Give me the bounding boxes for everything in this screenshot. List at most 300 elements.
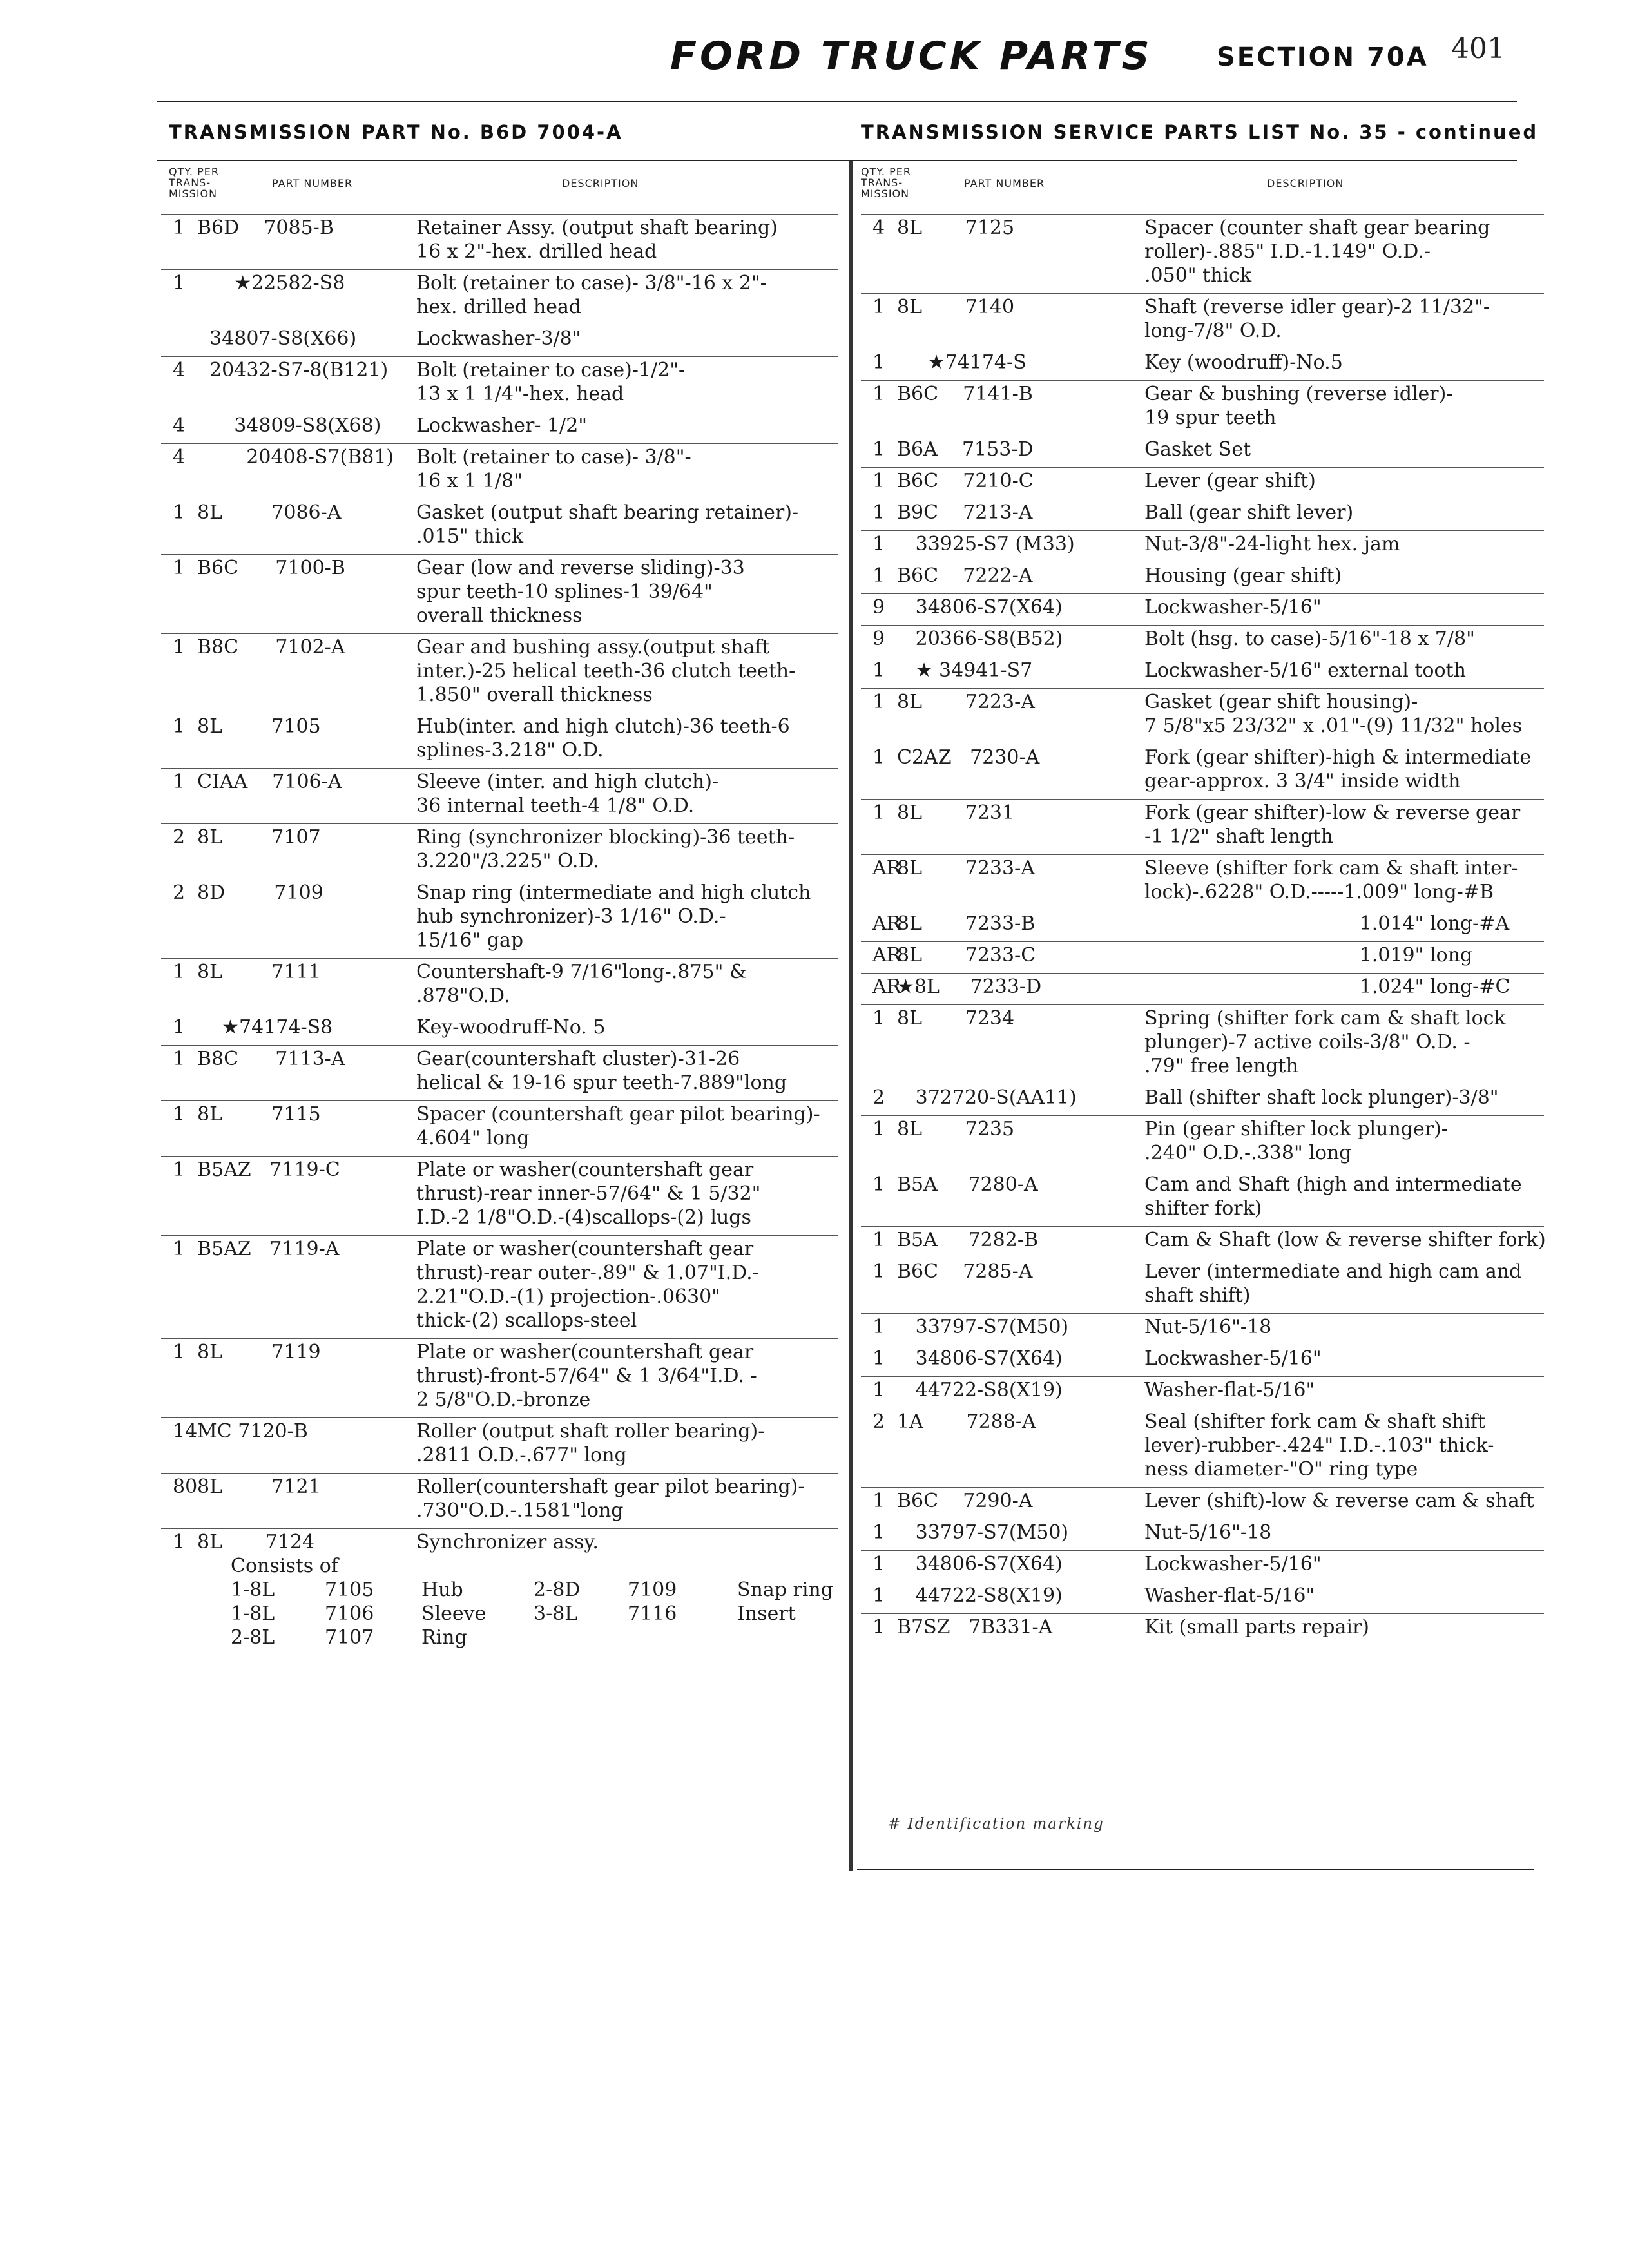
part-number-cell: 33797-S7(M50) (897, 1316, 1069, 1338)
row-line (161, 216, 838, 240)
part-number-cell (197, 1285, 416, 1309)
table-row (161, 1156, 838, 1235)
qty-cell: 1 (872, 1316, 885, 1338)
description-cell: I.D.-2 1/8"O.D.-(4)scallops-(2) lugs (416, 1206, 751, 1229)
row-line (861, 801, 1544, 825)
part-number-cell (197, 905, 416, 928)
part-number-cell (197, 469, 416, 493)
row-line (861, 769, 1544, 793)
row-line (161, 928, 838, 952)
table-row (161, 1045, 838, 1100)
part-number-cell: B6C 7100-B (197, 557, 345, 579)
qty-cell: 1 (173, 1341, 186, 1363)
row-line (161, 905, 838, 928)
row-line (161, 414, 838, 437)
qty-cell (861, 1054, 897, 1078)
description-cell: Bolt (retainer to case)- 3/8"- (416, 446, 691, 468)
consists-row (161, 1578, 838, 1602)
qty-cell: 1 (173, 715, 186, 738)
qty-cell (161, 524, 197, 548)
description-cell: Ball (gear shift lever) (1144, 501, 1354, 524)
description-cell: hub synchronizer)-3 1/16" O.D.- (416, 905, 726, 928)
part-number-cell: 8L 7231 (897, 802, 1015, 824)
table-row (861, 380, 1544, 436)
row-line (861, 825, 1544, 849)
part-number-cell: 20366-S8(B52) (897, 628, 1063, 650)
part-number-cell: 8L 7121 (197, 1475, 321, 1498)
description-cell: thrust)-front-57/64" & 1 3/64"I.D. - (416, 1365, 757, 1387)
qty-cell (161, 1071, 197, 1095)
description-cell: -1 1/2" shaft length (1144, 825, 1333, 848)
table-row (861, 854, 1544, 910)
table-row (861, 1115, 1544, 1171)
description-cell: Gasket (output shaft bearing retainer)- (416, 501, 799, 524)
qty-cell (161, 1126, 197, 1150)
part-number-cell (197, 794, 416, 818)
description-cell: shaft shift) (1144, 1284, 1251, 1307)
row-line (161, 794, 838, 818)
row-line (861, 912, 1544, 936)
part-number-cell: 34807-S8(X66) (197, 327, 357, 350)
part-number-cell (197, 382, 416, 406)
row-line (161, 524, 838, 548)
description-cell: overall thickness (416, 604, 583, 627)
part-number-cell (197, 928, 416, 952)
description-cell: Cam & Shaft (low & reverse shifter fork) (1144, 1229, 1546, 1251)
qty-heading: QTY. PER TRANS- MISSION (861, 166, 911, 200)
consists-cell: 7109 (628, 1579, 677, 1601)
qty-cell (861, 1030, 897, 1054)
description-cell: Pin (gear shifter lock plunger)- (1144, 1118, 1448, 1140)
qty-cell: 1 (872, 1347, 885, 1370)
part-number-cell: B5A 7282-B (897, 1229, 1039, 1251)
row-line (861, 295, 1544, 319)
qty-cell: 1 (872, 438, 885, 461)
consists-cell: 1-8L (231, 1579, 275, 1601)
table-row (861, 1550, 1544, 1582)
qty-cell: 1 (872, 1584, 885, 1607)
part-number-cell (897, 1457, 1144, 1481)
part-number-cell (197, 1126, 416, 1150)
part-number-cell: 33925-S7 (M33) (897, 533, 1075, 555)
part-number-cell: 8L 7234 (897, 1007, 1015, 1030)
part-number-cell: 8L 7233-B (897, 912, 1036, 935)
qty-cell: 9 (872, 596, 885, 619)
description-cell: Washer-flat-5/16" (1144, 1584, 1315, 1607)
part-number-cell: 33797-S7(M50) (897, 1521, 1069, 1544)
part-number-cell: 8L 7140 (897, 296, 1015, 318)
description-cell: Housing (gear shift) (1144, 564, 1342, 587)
part-number-cell: 8L 7233-A (897, 857, 1035, 879)
description-cell: Bolt (retainer to case)- 3/8"-16 x 2"- (416, 272, 767, 294)
row-line (161, 556, 838, 580)
qty-cell: 4 (173, 414, 186, 437)
description-cell: Lever (gear shift) (1144, 470, 1316, 492)
part-number-cell (197, 1388, 416, 1412)
description-cell: Hub(inter. and high clutch)-36 teeth-6 (416, 715, 790, 738)
table-row (861, 910, 1544, 941)
row-line (161, 1340, 838, 1364)
part-number-cell: 8L 7105 (197, 715, 321, 738)
table-row (161, 1235, 838, 1338)
qty-cell: 1 (173, 1238, 186, 1260)
table-row (861, 799, 1544, 854)
part-number-heading: PART NUMBER (964, 177, 1045, 189)
row-line (861, 469, 1544, 493)
row-line (861, 1315, 1544, 1339)
description-cell: Lockwasher-5/16" (1144, 596, 1322, 619)
qty-heading: QTY. PER TRANS- MISSION (169, 166, 219, 200)
qty-cell: 4 (872, 216, 885, 239)
consists-cell: 7116 (628, 1602, 677, 1625)
consists-cell (737, 1626, 840, 1649)
part-number-cell (897, 769, 1144, 793)
description-cell: 3.220"/3.225" O.D. (416, 850, 599, 872)
qty-cell: 2 (872, 1410, 885, 1433)
part-number-cell (197, 1182, 416, 1206)
part-number-cell: 8L 7124 (197, 1531, 315, 1553)
qty-cell: 1 (872, 1007, 885, 1030)
qty-cell (861, 406, 897, 430)
header-rule (157, 101, 1517, 102)
part-number-cell (197, 659, 416, 683)
part-number-cell: 34806-S7(X64) (897, 1553, 1063, 1575)
description-cell: shifter fork) (1144, 1197, 1262, 1220)
part-number-cell (897, 1030, 1144, 1054)
description-cell: Countershaft-9 7/16"long-.875" & (416, 961, 747, 983)
description-cell: gear-approx. 3 3/4" inside width (1144, 770, 1461, 793)
qty-cell: 1 (872, 1490, 885, 1512)
table-row (161, 269, 838, 325)
row-line (861, 745, 1544, 769)
row-line (861, 880, 1544, 904)
row-line (161, 1047, 838, 1071)
qty-cell: 1 (173, 771, 186, 793)
row-line (161, 382, 838, 406)
description-cell: 2.21"O.D.-(1) projection-.0630" (416, 1285, 720, 1308)
description-cell: Plate or washer(countershaft gear (416, 1238, 754, 1260)
part-number-cell: 34806-S7(X64) (897, 1347, 1063, 1370)
row-line (861, 1030, 1544, 1054)
qty-cell (161, 905, 197, 928)
qty-cell (161, 1261, 197, 1285)
table-row (861, 530, 1544, 562)
qty-cell (161, 240, 197, 264)
qty-cell: 1 (173, 636, 186, 658)
part-number-cell (197, 524, 416, 548)
part-number-cell: C2AZ 7230-A (897, 746, 1040, 769)
row-line (861, 627, 1544, 651)
description-cell: Roller(countershaft gear pilot bearing)- (416, 1475, 805, 1498)
description-cell: Plate or washer(countershaft gear (416, 1341, 754, 1363)
part-number-cell: B6C 7222-A (897, 564, 1033, 587)
table-row (161, 958, 838, 1014)
row-line (161, 1261, 838, 1285)
part-number-cell: B6C 7210-C (897, 470, 1034, 492)
page-title: FORD TRUCK PARTS (670, 34, 1153, 79)
description-cell: long-7/8" O.D. (1144, 320, 1282, 342)
description-cell: Kit (small parts repair) (1144, 1616, 1369, 1639)
table-row (161, 499, 838, 554)
table-row (161, 412, 838, 443)
qty-cell: 2 (872, 1086, 885, 1109)
table-row (861, 1613, 1544, 1645)
description-cell: thick-(2) scallops-steel (416, 1309, 637, 1332)
table-row (861, 941, 1544, 973)
right-column-title: TRANSMISSION SERVICE PARTS LIST No. 35 - continued (861, 121, 1539, 143)
description-cell: Spring (shifter fork cam & shaft lock (1144, 1007, 1506, 1030)
qty-cell: 1 (872, 351, 885, 374)
consists-cell: Ring (421, 1626, 467, 1649)
part-number-cell: 44722-S8(X19) (897, 1584, 1063, 1607)
description-cell: Nut-5/16"-18 (1144, 1316, 1272, 1338)
part-number-cell: B8C 7113-A (197, 1048, 345, 1070)
row-line (861, 1347, 1544, 1370)
qty-cell: 1 (872, 1229, 885, 1251)
part-number-cell (197, 1499, 416, 1523)
qty-cell: 1 (872, 691, 885, 713)
description-cell: Fork (gear shifter)-low & reverse gear (1144, 802, 1521, 824)
row-line (861, 1584, 1544, 1608)
description-cell: Lockwasher-3/8" (416, 327, 581, 350)
row-line (861, 1054, 1544, 1078)
description-cell: Shaft (reverse idler gear)-2 11/32"- (1144, 296, 1490, 318)
row-line (861, 975, 1544, 999)
qty-cell (161, 327, 197, 351)
part-number-cell: ★22582-S8 (197, 272, 345, 294)
qty-cell: AR (872, 857, 901, 879)
row-line (861, 437, 1544, 461)
table-row (861, 1345, 1544, 1376)
part-number-cell (197, 1443, 416, 1467)
description-cell: .050" thick (1144, 264, 1252, 287)
description-cell: thrust)-rear outer-.89" & 1.07"I.D.- (416, 1262, 759, 1284)
table-row (861, 1258, 1544, 1313)
row-line (161, 1388, 838, 1412)
consists-cell: Snap ring (737, 1579, 833, 1601)
qty-cell: 9 (872, 628, 885, 650)
row-line (161, 1443, 838, 1467)
row-line (161, 1499, 838, 1523)
description-cell: 13 x 1 1/4"-hex. head (416, 383, 624, 405)
left-column-title: TRANSMISSION PART No. B6D 7004-A (169, 121, 623, 143)
description-cell: Sleeve (inter. and high clutch)- (416, 771, 719, 793)
part-number-cell (197, 849, 416, 873)
row-line (161, 1206, 838, 1229)
description-heading: DESCRIPTION (562, 177, 639, 189)
part-number-cell: B6A 7153-D (897, 438, 1034, 461)
part-number-cell: 8L 7107 (197, 826, 321, 849)
table-row (861, 625, 1544, 657)
part-number-cell: 8D 7109 (197, 881, 323, 904)
part-number-cell (197, 240, 416, 264)
part-number-cell: ★ 34941-S7 (897, 659, 1033, 682)
part-number-cell: B6D 7085-B (197, 216, 334, 239)
qty-cell: 1 (173, 216, 186, 239)
table-row (861, 1171, 1544, 1226)
qty-cell (161, 382, 197, 406)
row-line (861, 690, 1544, 714)
table-row (161, 1473, 838, 1528)
table-row (861, 593, 1544, 625)
part-number-heading: PART NUMBER (272, 177, 353, 189)
qty-cell: 1 (173, 1531, 186, 1553)
table-row (861, 688, 1544, 744)
qty-cell: 1 (872, 296, 885, 318)
qty-cell (161, 295, 197, 319)
right-parts-list (861, 214, 1544, 1645)
consists-cell: 1-8L (231, 1602, 275, 1625)
part-number-cell (897, 714, 1144, 738)
qty-cell: 1 (872, 659, 885, 682)
row-line (861, 856, 1544, 880)
table-row (161, 1338, 838, 1418)
description-cell: Seal (shifter fork cam & shaft shift (1144, 1410, 1486, 1433)
description-cell: Bolt (retainer to case)-1/2"- (416, 359, 686, 381)
row-line (861, 1457, 1544, 1481)
row-line (861, 1006, 1544, 1030)
qty-cell: 1 (872, 746, 885, 769)
row-line (161, 358, 838, 382)
title-rule (157, 160, 1517, 161)
description-cell: ness diameter-"O" ring type (1144, 1458, 1418, 1481)
description-cell: 16 x 2"-hex. drilled head (416, 240, 657, 263)
part-number-cell (197, 738, 416, 762)
description-cell: Lockwasher-5/16" external tooth (1144, 659, 1466, 682)
part-number-cell (897, 880, 1144, 904)
row-line (161, 1015, 838, 1039)
part-number-cell (897, 240, 1144, 264)
part-number-cell (197, 683, 416, 707)
description-cell: Lockwasher- 1/2" (416, 414, 588, 437)
row-line (161, 469, 838, 493)
qty-cell (161, 1364, 197, 1388)
row-line (161, 1126, 838, 1150)
row-line (161, 715, 838, 738)
table-row (861, 293, 1544, 349)
description-cell: 1.850" overall thickness (416, 684, 653, 706)
row-line (161, 635, 838, 659)
description-cell: 16 x 1 1/8" (416, 470, 523, 492)
table-row (861, 1226, 1544, 1258)
consists-cell: 2-8L (231, 1626, 275, 1649)
qty-cell (861, 1196, 897, 1220)
qty-cell: 1 (872, 1173, 885, 1196)
part-number-cell: B6C 7285-A (897, 1260, 1033, 1283)
part-number-cell: ★74174-S (897, 351, 1027, 374)
qty-cell: 1 (173, 272, 186, 294)
row-line (861, 240, 1544, 264)
description-cell: inter.)-25 helical teeth-36 clutch teeth- (416, 660, 796, 682)
row-line (861, 1552, 1544, 1576)
table-row (861, 467, 1544, 499)
row-line (161, 825, 838, 849)
consists-label: Consists of (231, 1555, 338, 1577)
table-row (861, 562, 1544, 593)
qty-cell (161, 1285, 197, 1309)
part-number-cell (197, 1071, 416, 1095)
part-number-cell: B5AZ 7119-A (197, 1238, 340, 1260)
description-cell: Retainer Assy. (output shaft bearing) (416, 216, 778, 239)
qty-cell: 1 (872, 470, 885, 492)
qty-cell: AR (872, 944, 901, 966)
part-number-cell: B8C 7102-A (197, 636, 345, 658)
row-line (861, 1228, 1544, 1252)
row-line (161, 683, 838, 707)
qty-cell: 1 (173, 1016, 186, 1039)
qty-cell: 1 (173, 1103, 186, 1126)
part-number-cell: MC 7120-B (197, 1420, 308, 1443)
row-line (161, 881, 838, 905)
qty-cell: 1 (872, 533, 885, 555)
description-cell: Snap ring (intermediate and high clutch (416, 881, 811, 904)
row-line (861, 1378, 1544, 1402)
description-cell: .79" free length (1144, 1055, 1298, 1077)
description-cell: Key (woodruff)-No.5 (1144, 351, 1343, 374)
table-row (861, 1004, 1544, 1084)
row-line (861, 382, 1544, 406)
row-line (161, 1158, 838, 1182)
row-line (161, 501, 838, 524)
description-cell: 19 spur teeth (1144, 407, 1277, 429)
qty-cell (161, 604, 197, 628)
part-number-cell (897, 1141, 1144, 1165)
description-cell: Key-woodruff-No. 5 (416, 1016, 606, 1039)
part-number-cell (197, 604, 416, 628)
description-cell: Plate or washer(countershaft gear (416, 1158, 754, 1181)
description-cell: lock)-.6228" O.D.-----1.009" long-#B (1144, 881, 1494, 903)
row-line (861, 216, 1544, 240)
qty-cell (161, 1309, 197, 1332)
row-line (861, 1434, 1544, 1457)
table-row (861, 973, 1544, 1004)
consists-cell: 7105 (325, 1579, 374, 1601)
description-cell: Cam and Shaft (high and intermediate (1144, 1173, 1522, 1196)
table-row (861, 1487, 1544, 1519)
row-line (861, 1410, 1544, 1434)
part-number-cell (897, 406, 1144, 430)
row-line (861, 1086, 1544, 1110)
qty-cell (161, 469, 197, 493)
table-row (861, 1376, 1544, 1408)
row-line (161, 604, 838, 628)
description-cell: Washer-flat-5/16" (1144, 1379, 1315, 1401)
qty-cell: AR (872, 912, 901, 935)
part-number-cell (197, 1206, 416, 1229)
qty-cell (161, 794, 197, 818)
qty-cell (861, 1457, 897, 1481)
part-number-cell (897, 1196, 1144, 1220)
qty-cell (861, 714, 897, 738)
part-number-cell: 8L 7115 (197, 1103, 321, 1126)
description-cell: .878"O.D. (416, 985, 510, 1007)
description-cell: Spacer (counter shaft gear bearing (1144, 216, 1490, 239)
qty-cell (161, 580, 197, 604)
description-cell: Gasket (gear shift housing)- (1144, 691, 1418, 713)
qty-cell (161, 1499, 197, 1523)
part-number-cell (897, 1054, 1144, 1078)
row-line (861, 658, 1544, 682)
consists-cell: 3-8L (534, 1602, 578, 1625)
description-cell: Gear (low and reverse sliding)-33 (416, 557, 745, 579)
consists-cell: 7107 (325, 1626, 374, 1649)
description-cell: Fork (gear shifter)-high & intermediate (1144, 746, 1532, 769)
table-row (161, 1528, 838, 1655)
part-number-cell: 8L 7233-C (897, 944, 1036, 966)
qty-cell: 4 (173, 446, 186, 468)
consists-cell (534, 1626, 628, 1649)
part-number-cell: 8L 7119 (197, 1341, 321, 1363)
